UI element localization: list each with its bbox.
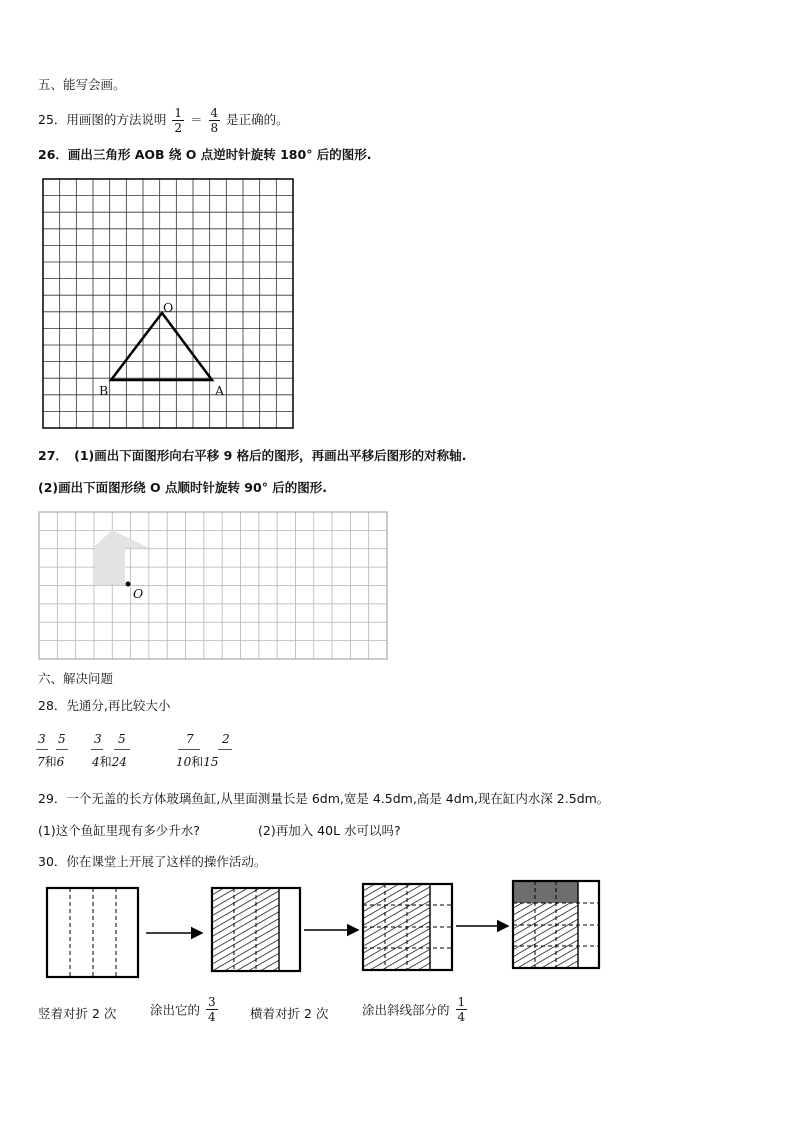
question-26: 26．画出三角形 AOB 绕 O 点逆时针旋转 180° 后的图形. xyxy=(38,147,372,162)
question-27-part1: 27． (1)画出下面图形向右平移 9 格后的图形，再画出平移后图形的对称轴. xyxy=(38,448,467,463)
label-o-q26: O xyxy=(163,300,174,315)
q29-sub2: (2)再加入 40L 水可以吗? xyxy=(258,823,401,838)
q27-grid xyxy=(37,510,389,662)
compare-pair-2: 3 5 4和24 xyxy=(90,730,140,770)
caption-shade-one-quarter: 涂出斜线部分的 $\frac{1}{4}$ xyxy=(362,995,466,1024)
section6-title: 六、解决问题 xyxy=(38,671,114,686)
panel-fold-vertical xyxy=(47,888,138,977)
panel-shade-three-quarters xyxy=(212,888,300,971)
question-28: 28．先通分,再比较大小 xyxy=(38,698,171,713)
q25-prefix: 25．用画图的方法说明 xyxy=(38,112,167,127)
panel-shade-one-quarter xyxy=(513,881,599,968)
panel-fold-horizontal xyxy=(363,884,452,970)
question-25 xyxy=(38,106,289,135)
q29-sub1: (1)这个鱼缸里现有多少升水? xyxy=(38,823,200,838)
caption-fold-horizontal: 横着对折 2 次 xyxy=(250,1006,329,1021)
label-o-q27: O xyxy=(133,586,144,601)
q25-equals: ＝ xyxy=(190,112,203,127)
question-27-part2: (2)画出下面图形绕 O 点顺时针旋转 90° 后的图形. xyxy=(38,480,328,495)
label-b-q26: B xyxy=(99,383,109,398)
q30-diagram xyxy=(40,876,606,980)
caption-shade-three-quarters: 涂出它的 $\frac{3}{4}$ xyxy=(150,995,216,1024)
section5-title: 五、能写会画。 xyxy=(38,77,126,92)
q25-suffix: 是正确的。 xyxy=(226,112,289,127)
q25-fraction-2: $\frac{4}{8}$ xyxy=(210,106,219,135)
compare-pair-1: 3 5 7和6 xyxy=(36,730,76,770)
caption-fold-vertical: 竖着对折 2 次 xyxy=(38,1006,117,1021)
q25-fraction-1: $\frac{1}{2}$ xyxy=(174,106,183,135)
point-o xyxy=(126,582,131,587)
arrow-shape xyxy=(93,530,149,585)
label-a-q26: A xyxy=(215,383,225,398)
question-29: 29．一个无盖的长方体玻璃鱼缸,从里面测量长是 6dm,宽是 4.5dm,高是 4dm,现在缸内水深 2.5dm。 xyxy=(38,791,610,806)
question-30: 30．你在课堂上开展了这样的操作活动。 xyxy=(38,854,267,869)
compare-pair-3: 7 2 10和15 xyxy=(176,730,236,770)
